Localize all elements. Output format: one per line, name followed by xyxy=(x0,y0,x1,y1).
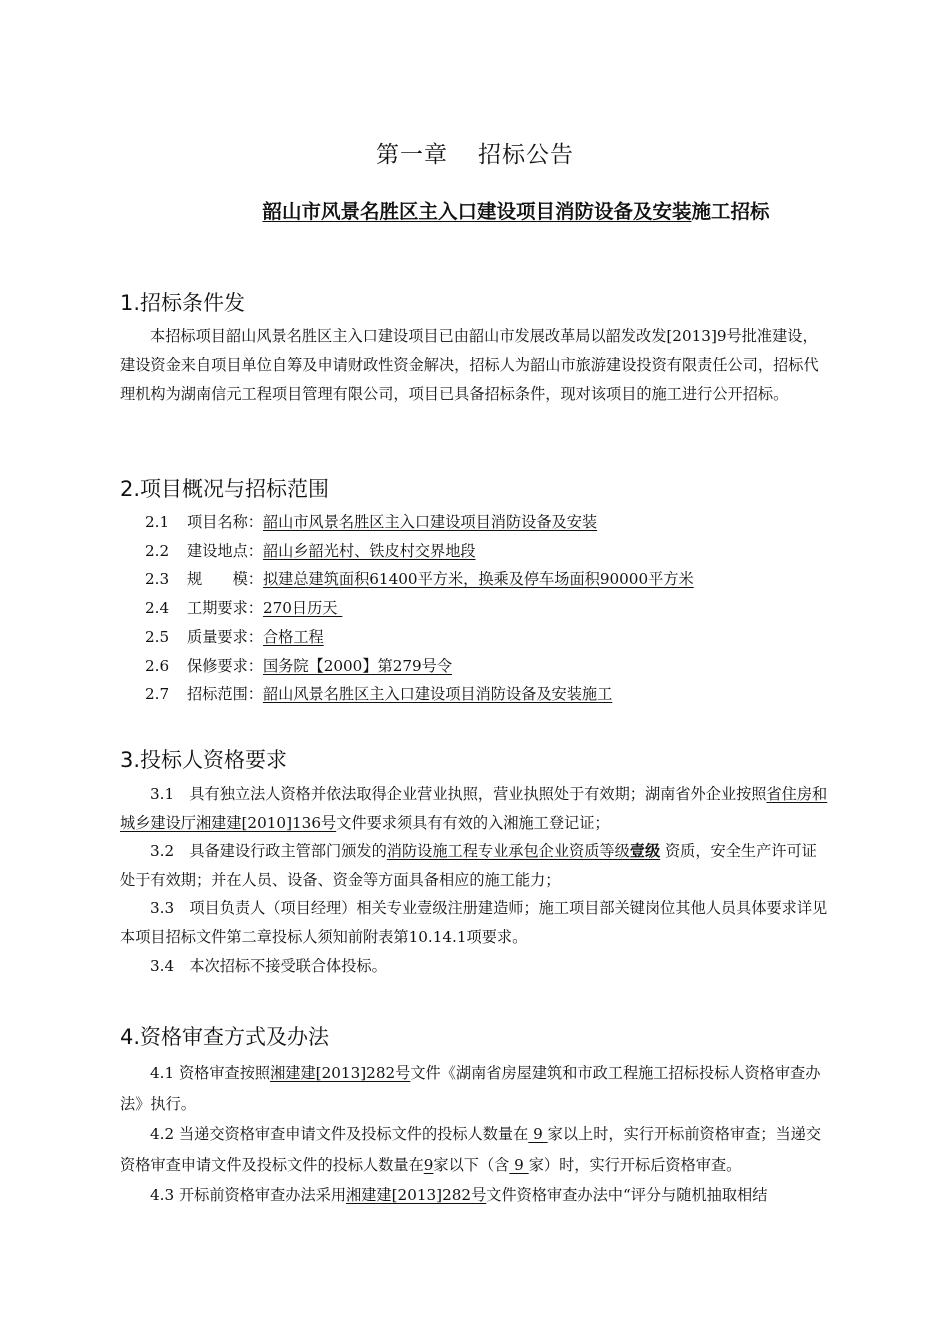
project-title xyxy=(0,196,950,224)
list-item: 2.5 质量要求：合格工程 xyxy=(145,627,324,646)
section-1-text: 本招标项目韶山风景名胜区主入口建设项目已由韶山市发展改革局以韶发改发[2013]9号批准建设，建设资金来自项目单位自筹及申请财政性资金解决，招标人为韶山市旅游建设投资有限责任公司，招标代理机构为湖南信元工程项目管理有限公司，项目已具备招标条件，现对该项目的施工进行公开招标。 xyxy=(120,327,819,403)
list-item: 2.1 项目名称：韶山市风景名胜区主入口建设项目消防设备及安装 xyxy=(145,513,598,531)
requirement-3-1: 3.1 具有独立法人资格并依法取得企业营业执照，营业执照处于有效期；湖南省外企业按照省住房和城乡建设厅湘建建[2010]136号文件要求须具有有效的入湘施工登记证； xyxy=(120,785,828,832)
section-3-paragraphs xyxy=(120,780,832,980)
chapter-name: 招标公告 xyxy=(478,142,574,168)
list-item: 2.6 保修要求：国务院【2000】第279号令 xyxy=(145,656,453,675)
review-4-3: 4.3 开标前资格审查办法采用湘建建[2013]282号文件资格审查办法中“评分与随机抽取相结 xyxy=(150,1186,768,1204)
requirement-3-3: 3.3 项目负责人（项目经理）相关专业壹级注册建造师；施工项目部关键岗位其他人员具体要求详见本项目招标文件第二章投标人须知前附表第10.14.1项要求。 xyxy=(120,899,828,946)
chapter-number: 第一章 xyxy=(376,142,448,168)
requirement-3-4: 3.4 本次招标不接受联合体投标。 xyxy=(150,956,387,975)
project-title-rest: 施工招标 xyxy=(691,200,770,223)
list-item: 2.4 工期要求：270日历天 xyxy=(145,599,343,618)
section-3-heading: 3.投标人资格要求 xyxy=(120,748,288,772)
section-1-paragraph xyxy=(120,322,832,409)
section-4-heading: 4.资格审查方式及办法 xyxy=(120,1025,330,1049)
section-2-heading: 2.项目概况与招标范围 xyxy=(120,477,330,501)
chapter-title xyxy=(0,136,950,169)
list-item: 2.2 建设地点：韶山乡韶光村、铁皮村交界地段 xyxy=(145,541,476,560)
requirement-3-2: 3.2 具备建设行政主管部门颁发的消防设施工程专业承包企业资质等级壹级 资质，安全生产许可证处于有效期；并在人员、设备、资金等方面具备相应的施工能力； xyxy=(120,842,817,889)
section-1-heading: 1.招标条件发 xyxy=(120,291,246,315)
review-4-2: 4.2 当递交资格审查申请文件及投标文件的投标人数量在 9 家以上时，实行开标前资格审查；当递交资格审查申请文件及投标文件的投标人数量在9家以下（含 9 家）时，实行开标后资格审查。 xyxy=(120,1125,821,1174)
project-title-underlined: 韶山市风景名胜区主入口建设项目消防设备及安装 xyxy=(262,200,692,223)
section-2-list xyxy=(145,508,694,709)
list-item: 2.3 规 模：拟建总建筑面积61400平方米，换乘及停车场面积90000平方米 xyxy=(145,570,694,589)
list-item: 2.7 招标范围：韶山风景名胜区主入口建设项目消防设备及安装施工 xyxy=(145,685,613,704)
section-4-paragraphs xyxy=(120,1058,832,1211)
review-4-1: 4.1 资格审查按照湘建建[2013]282号文件《湖南省房屋建筑和市政工程施工招标投标人资格审查办法》执行。 xyxy=(120,1064,821,1113)
